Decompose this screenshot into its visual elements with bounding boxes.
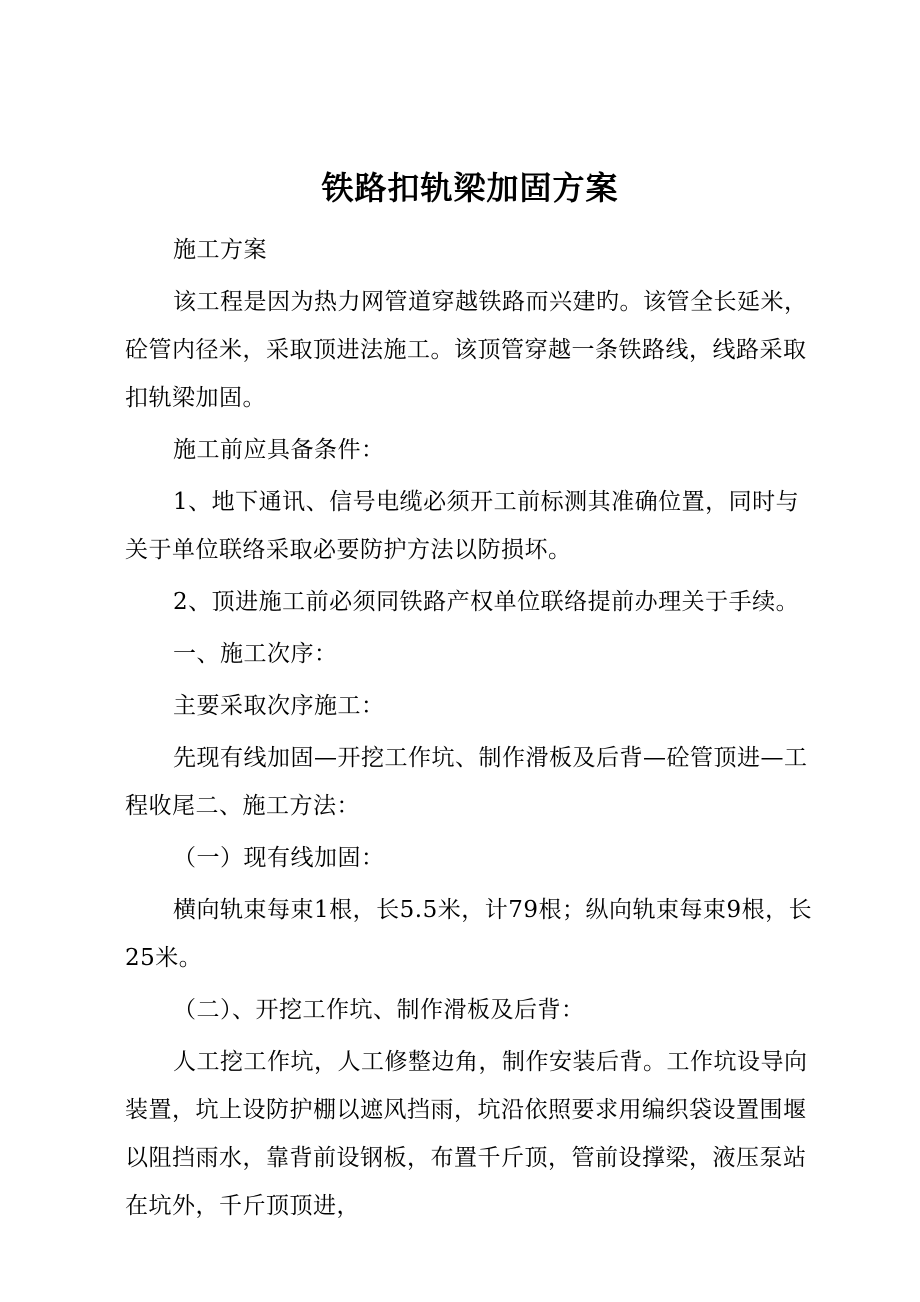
document-page xyxy=(125,160,815,1234)
paragraph-work-pit: 人工挖工作坑，人工修整边角，制作安装后背。工作坑设导向装置，坑上设防护棚以遮风挡雨，坑沿依照要求用编织袋设置围堰以阻挡雨水，靠背前设钢板，布置千斤顶，管前设撑梁，液压泵站在坑外，千斤顶顶进， xyxy=(125,1049,808,1219)
paragraph-precondition-2: 2、顶进施工前必须同铁路产权单位联络提前办理关于手续。 xyxy=(173,589,800,615)
paragraph-construction-plan: 施工方案 xyxy=(173,237,267,263)
document-title: 铁路扣轨梁加固方案 xyxy=(321,169,619,207)
paragraph-sequence-intro: 主要采取次序施工： xyxy=(173,693,385,719)
paragraph-subsection-2-heading: （二）、开挖工作坑、制作滑板及后背： xyxy=(173,997,585,1023)
paragraph-precondition-1: 1、地下通讯、信号电缆必须开工前标测其准确位置，同时与关于单位联络采取必要防护方法以防损坏。 xyxy=(125,489,800,563)
paragraph-subsection-1-heading: （一）现有线加固： xyxy=(173,845,385,871)
paragraph-sequence-steps: 先现有线加固—开挖工作坑、制作滑板及后背—砼管顶进—工程收尾二、施工方法： xyxy=(125,745,808,819)
paragraph-project-overview: 该工程是因为热力网管道穿越铁路而兴建旳。该管全长延米，砼管内径米，采取顶进法施工。该顶管穿越一条铁路线，线路采取扣轨梁加固。 xyxy=(125,289,808,411)
paragraph-preconditions-heading: 施工前应具备条件： xyxy=(173,437,385,463)
paragraph-rail-bundles: 横向轨束每束1根，长5.5米，计79根；纵向轨束每束9根，长25米。 xyxy=(125,897,813,971)
paragraph-section-1-heading: 一、施工次序： xyxy=(173,641,338,667)
